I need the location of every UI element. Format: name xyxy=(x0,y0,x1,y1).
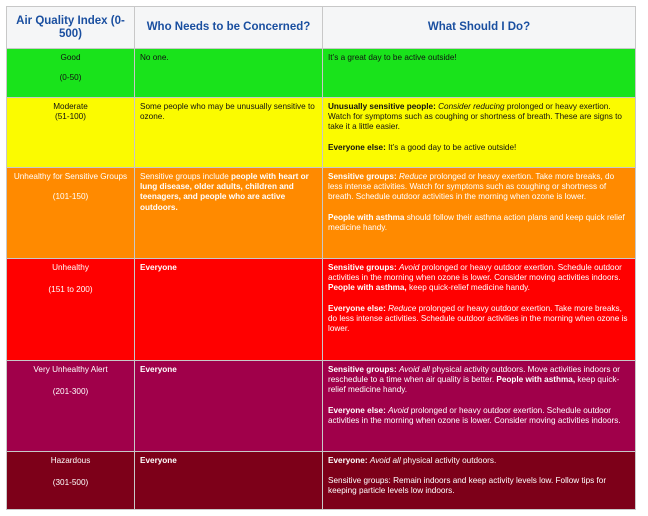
aqi-table xyxy=(6,6,636,510)
advice-paragraph xyxy=(328,143,630,153)
what-cell xyxy=(323,49,636,98)
text-run: Reduce xyxy=(388,303,417,313)
what-cell xyxy=(323,361,636,452)
text-run: People with asthma, xyxy=(328,283,407,293)
category-name: Unhealthy for Sensitive Groups xyxy=(13,172,128,181)
category-range: (151 to 200) xyxy=(48,285,93,295)
advice-paragraph xyxy=(328,102,630,133)
category-name: Very Unhealthy Alert xyxy=(33,365,108,374)
who-text xyxy=(140,456,317,466)
who-text xyxy=(140,53,317,63)
advice-paragraph xyxy=(328,406,630,426)
text-run: Sensitive groups: xyxy=(328,172,399,181)
text-run: keep quick-relief medicine handy. xyxy=(328,375,620,395)
text-run: Unusually sensitive people: xyxy=(328,102,439,111)
what-text xyxy=(328,263,630,334)
category-name: Hazardous xyxy=(50,456,91,465)
text-run: Everyone xyxy=(140,365,177,374)
row-unhealthy xyxy=(7,259,636,361)
what-text xyxy=(328,365,630,426)
what-cell xyxy=(323,452,636,510)
text-run: Avoid xyxy=(388,405,409,415)
category-cell xyxy=(7,168,135,259)
what-text xyxy=(328,102,630,153)
text-run: Avoid xyxy=(398,263,420,272)
header-who: Who Needs to be Concerned? xyxy=(135,7,323,49)
text-run: No one. xyxy=(140,53,169,62)
text-run: Sensitive groups: xyxy=(328,263,399,272)
advice-paragraph xyxy=(328,172,630,203)
category-range: (51-100) xyxy=(55,112,86,122)
text-run: prolonged or heavy exertion. Take more breaks, do less intense activities. Watch for symptoms such as coughing or shortness of breath. Schedule outdoor activities in the morning when ozone is lower. xyxy=(328,172,615,202)
who-cell xyxy=(135,49,323,98)
advice-paragraph xyxy=(328,263,630,294)
text-run: Some people who may be unusually sensitive to ozone. xyxy=(140,102,315,122)
category-range: (201-300) xyxy=(52,387,89,397)
category-name: Good xyxy=(60,53,81,62)
what-text xyxy=(328,172,630,233)
row-moderate xyxy=(7,98,636,168)
what-cell xyxy=(323,259,636,361)
category-range: (0-50) xyxy=(59,73,82,83)
header-aqi: Air Quality Index (0-500) xyxy=(7,7,135,49)
category-range: (101-150) xyxy=(52,192,89,202)
row-hazardous xyxy=(7,452,636,510)
category-name: Unhealthy xyxy=(52,263,89,272)
what-cell xyxy=(323,168,636,259)
text-run: Avoid all xyxy=(398,365,430,374)
category-range: (301-500) xyxy=(52,478,89,488)
text-run: Reduce xyxy=(398,172,428,181)
text-run: keep quick-relief medicine handy. xyxy=(406,283,530,293)
category-cell xyxy=(7,259,135,361)
text-run: prolonged or heavy outdoor exertion. Schedule outdoor activities in the morning when ozone is lower. Consider moving activities indoors. xyxy=(328,263,622,283)
text-run: prolonged or heavy outdoor exertion. Schedule outdoor activities in the morning when ozone is lower. Consider moving activities indoors. xyxy=(328,405,621,425)
what-text xyxy=(328,456,630,497)
who-cell xyxy=(135,259,323,361)
text-run: People with asthma, xyxy=(496,375,576,385)
what-text xyxy=(328,53,630,63)
row-good xyxy=(7,49,636,98)
advice-paragraph xyxy=(328,476,630,496)
text-run: Everyone: xyxy=(328,456,370,465)
text-run: Avoid all xyxy=(369,456,401,465)
what-cell xyxy=(323,98,636,168)
text-run: Consider reducing xyxy=(438,102,505,111)
advice-paragraph xyxy=(328,213,630,233)
advice-paragraph xyxy=(328,365,630,396)
who-cell xyxy=(135,452,323,510)
category-name: Moderate xyxy=(53,102,88,111)
header-what: What Should I Do? xyxy=(323,7,636,49)
text-run: people with heart or lung disease, older adults, children and teenagers, and people who are active outdoors. xyxy=(140,172,309,212)
who-cell xyxy=(135,361,323,452)
text-run: Everyone xyxy=(140,456,177,465)
who-text xyxy=(140,263,317,273)
who-text xyxy=(140,102,317,122)
who-text xyxy=(140,172,317,213)
who-cell xyxy=(135,98,323,168)
row-usg xyxy=(7,168,636,259)
advice-paragraph xyxy=(328,456,630,466)
row-very-unhealthy xyxy=(7,361,636,452)
category-cell xyxy=(7,49,135,98)
advice-paragraph xyxy=(328,304,630,335)
text-run: Sensitive groups: Remain indoors and keep activity levels low. Follow tips for keeping particle levels low indoors. xyxy=(328,476,607,496)
advice-paragraph xyxy=(328,53,630,63)
who-cell xyxy=(135,168,323,259)
text-run: Sensitive groups: xyxy=(328,365,399,374)
text-run: It’s a great day to be active outside! xyxy=(328,53,457,62)
text-run: Everyone else: xyxy=(328,303,389,313)
text-run: It’s a good day to be active outside! xyxy=(388,142,517,152)
text-run: Sensitive groups include xyxy=(140,172,232,181)
who-text xyxy=(140,365,317,375)
text-run: should follow their asthma action plans and keep quick relief medicine handy. xyxy=(328,212,625,232)
header-row xyxy=(7,7,636,49)
text-run: physical activity outdoors. Move activities indoors or reschedule to a time when air quality is better. xyxy=(328,365,621,385)
category-cell xyxy=(7,98,135,168)
text-run: prolonged or heavy outdoor exertion. Take more breaks, do less intense activities. Schedule outdoor activities in the morning when ozone is lower. xyxy=(328,303,628,334)
text-run: Everyone else: xyxy=(328,405,389,415)
category-cell xyxy=(7,452,135,510)
text-run: physical activity outdoors. xyxy=(400,456,497,465)
text-run: Everyone xyxy=(140,263,177,272)
category-cell xyxy=(7,361,135,452)
text-run: prolonged or heavy exertion. Watch for symptoms such as coughing or shortness of breath. These are signs to take it a little easier. xyxy=(328,102,622,132)
text-run: Everyone else: xyxy=(328,142,389,152)
text-run: People with asthma xyxy=(328,212,405,222)
